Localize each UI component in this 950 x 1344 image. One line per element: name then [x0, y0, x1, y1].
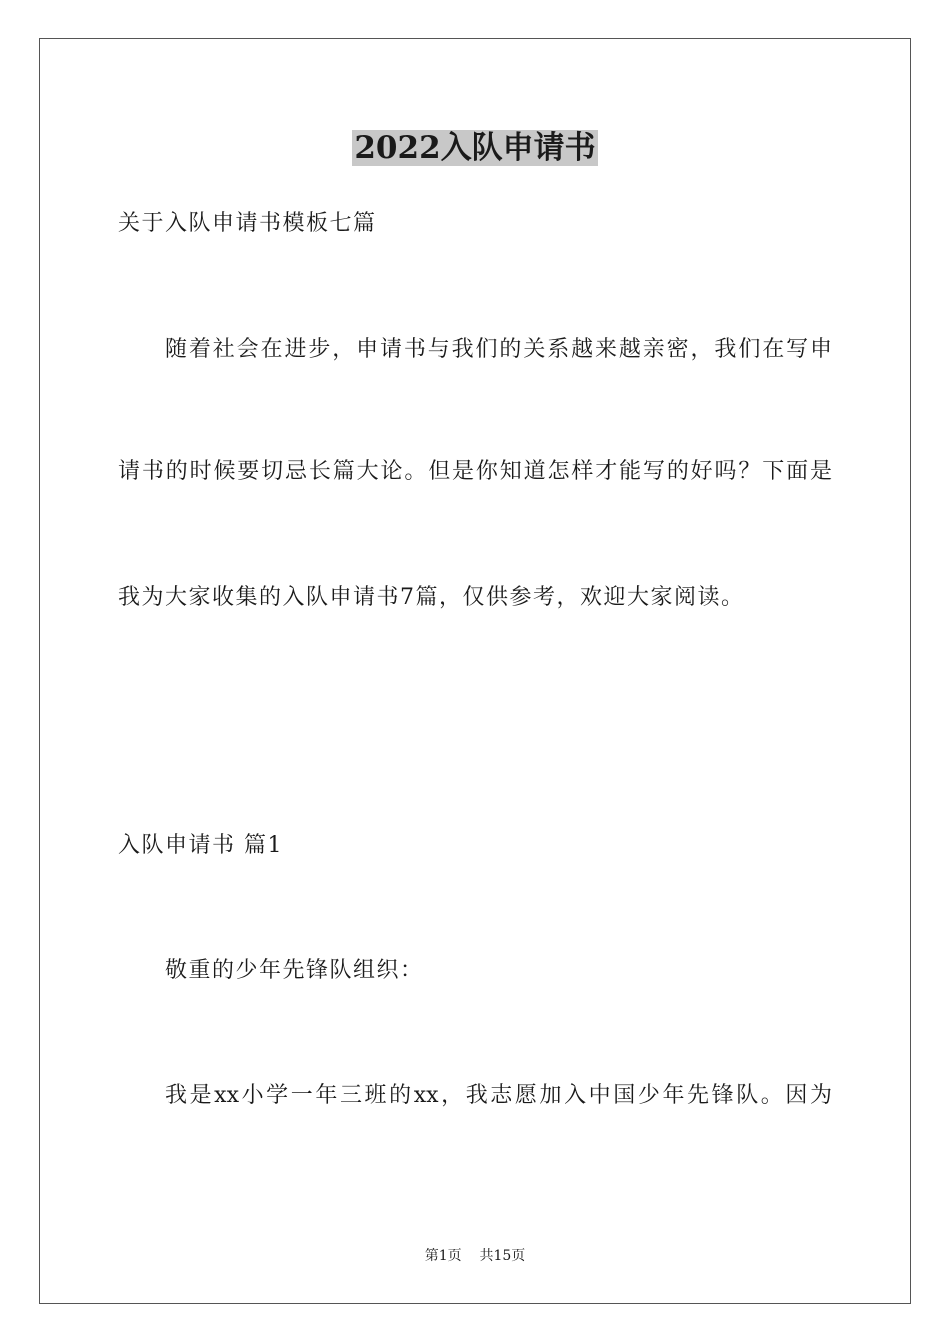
intro-line-3: 我为大家收集的入队申请书7篇，仅供参考，欢迎大家阅读。 [118, 585, 745, 610]
document-title [0, 128, 950, 168]
intro-line-2: 请书的时候要切忌长篇大论。但是你知道怎样才能写的好吗？下面是 [118, 459, 832, 484]
document-title-text: 2022入队申请书 [354, 130, 596, 166]
intro-line-1: 随着社会在进步，申请书与我们的关系越来越亲密，我们在写申 [165, 337, 832, 362]
salutation: 敬重的少年先锋队组织： [165, 958, 424, 983]
page-footer: 第1页 共15页 [424, 1248, 526, 1264]
document-subtitle: 关于入队申请书模板七篇 [118, 211, 377, 236]
section-heading: 入队申请书 篇1 [118, 833, 283, 858]
body-line: 我是xx小学一年三班的xx，我志愿加入中国少年先锋队。因为 [165, 1083, 832, 1108]
